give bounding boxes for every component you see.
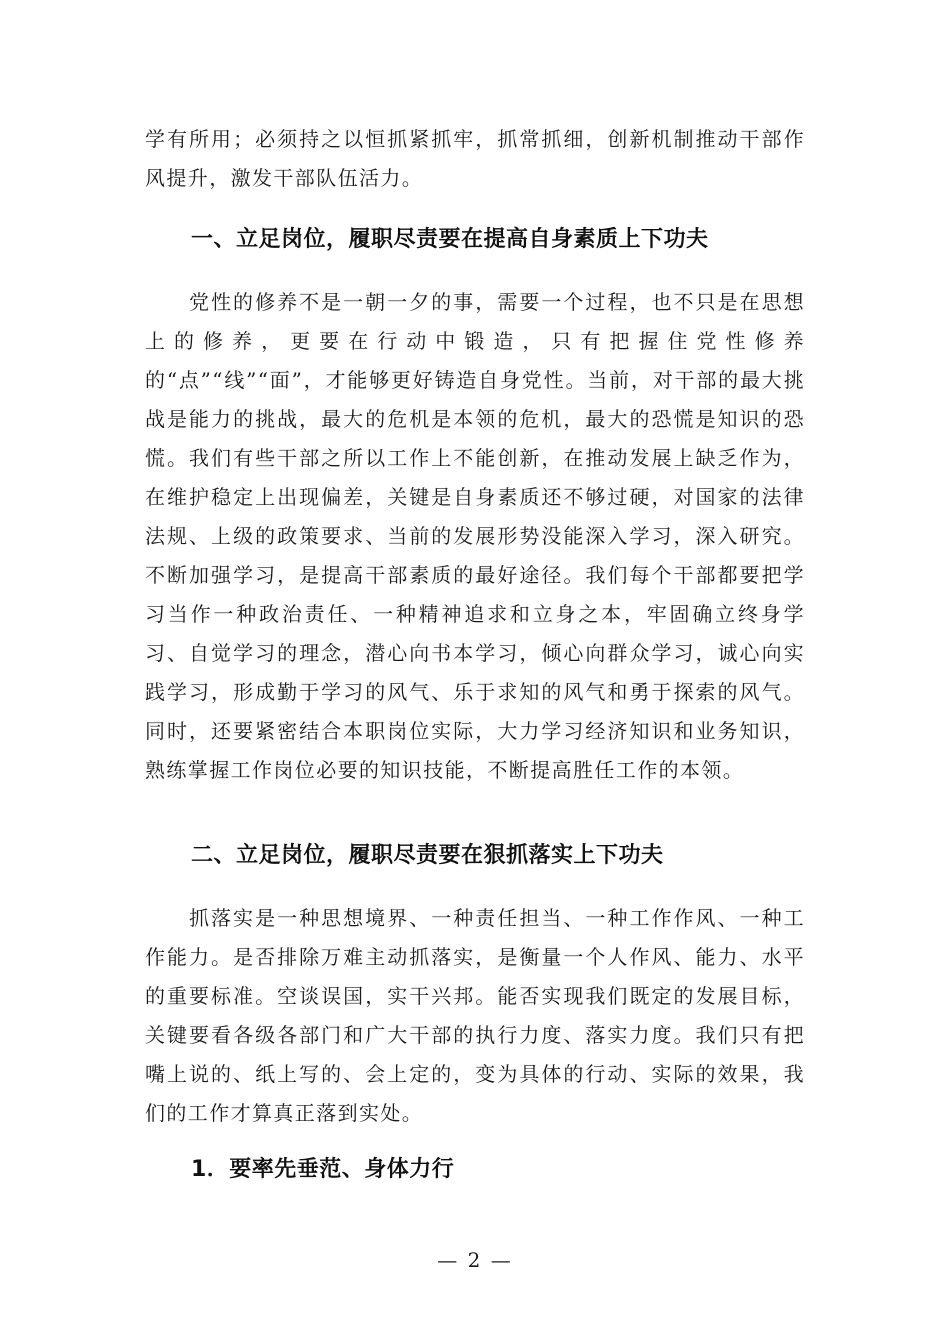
section-2-heading: 二、立足岗位，履职尽责要在狠抓落实上下功夫 [191,843,664,868]
section-1-heading: 一、立足岗位，履职尽责要在提高自身素质上下功夫 [191,227,709,252]
section-2-paragraph-block [145,899,805,1133]
intro-paragraph-block [145,120,805,198]
intro-paragraph: 学有所用；必须持之以恒抓紧抓牢，抓常抓细，创新机制推动干部作风提升，激发干部队伍活力。 [145,127,805,190]
page-number: — 2 — [437,1248,513,1272]
section-2-paragraph: 抓落实是一种思想境界、一种责任担当、一种工作作风、一种工作能力。是否排除万难主动抓落实，是衡量一个人作风、能力、水平的重要标准。空谈误国，实干兴邦。能否实现我们既定的发展目标，关键要看各级各部门和广大干部的执行力度、落实力度。我们只有把嘴上说的、纸上写的、会上定的，变为具体的行动、实际的效果，我们的工作才算真正落到实处。 [145,906,805,1125]
subsection-1-heading: 1．要率先垂范、身体力行 [191,1157,455,1182]
section-1-paragraph-block [145,283,805,790]
section-1-paragraph: 党性的修养不是一朝一夕的事，需要一个过程，也不只是在思想上的修养，更要在行动中锻造，只有把握住党性修养的“点”“线”“面”，才能够更好铸造自身党性。当前，对干部的最大挑战是能力的挑战，最大的危机是本领的危机，最大的恐慌是知识的恐慌。我们有些干部之所以工作上不能创新，在推动发展上缺乏作为，在维护稳定上出现偏差，关键是自身素质还不够过硬，对国家的法律法规、上级的政策要求、当前的发展形势没能深入学习，深入研究。不断加强学习，是提高干部素质的最好途径。我们每个干部都要把学习当作一种政治责任、一种精神追求和立身之本，牢固确立终身学习、自觉学习的理念，潜心向书本学习，倾心向群众学习，诚心向实践学习，形成勤于学习的风气、乐于求知的风气和勇于探索的风气。同时，还要紧密结合本职岗位实际，大力学习经济知识和业务知识，熟练掌握工作岗位必要的知识技能，不断提高胜任工作的本领。 [145,290,805,782]
